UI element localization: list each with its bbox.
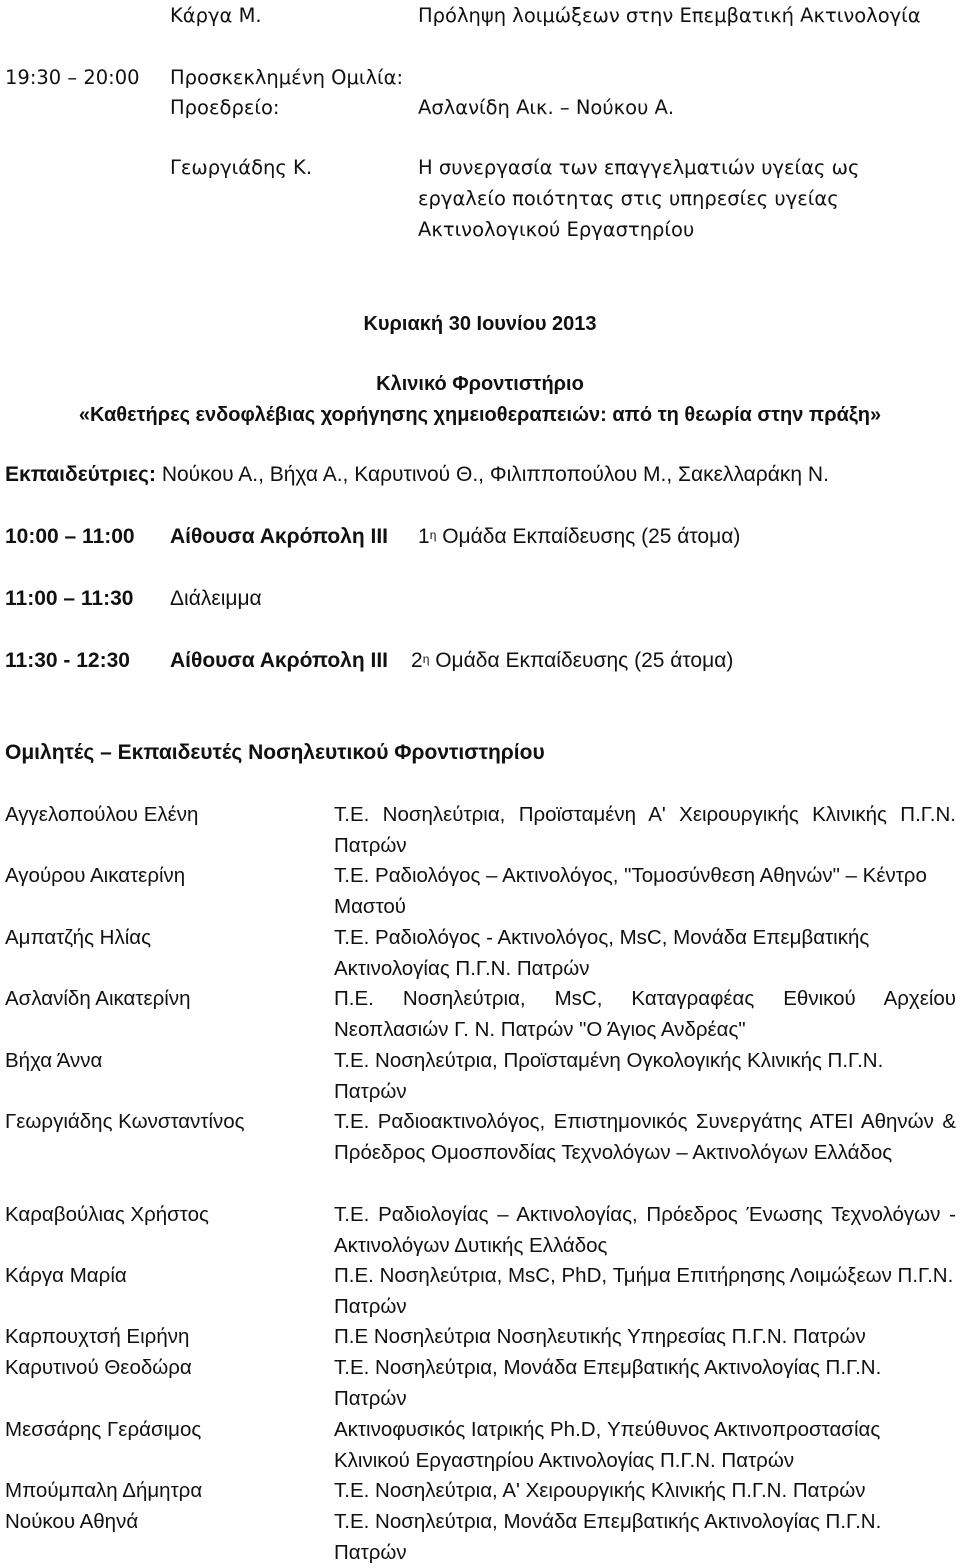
chairs: Ασλανίδη Αικ. – Νούκου Α. <box>418 96 675 119</box>
speaker-role: Τ.Ε. Ραδιολόγος – Ακτινολόγος, "Τομοσύνθεση Αθηνών" – Κέντρο Μαστού <box>334 864 927 918</box>
schedule-group <box>418 523 740 551</box>
group-number: 2 <box>411 649 423 672</box>
group-number: 1 <box>418 525 430 548</box>
speaker-name: Μεσσάρης Γεράσιμος <box>5 1418 202 1441</box>
schedule-group <box>411 647 733 675</box>
speaker-role: Τ.Ε. Ραδιοακτινολόγος, Επιστημονικός Συνεργάτης ΑΤΕΙ Αθηνών & Πρόεδρος Ομοσπονδίας Τεχνολόγων – Ακτινολόγων Ελλάδος <box>334 1110 956 1164</box>
speaker-role: Τ.Ε. Νοσηλεύτρια, Μονάδα Επεμβατικής Ακτινολογίας Π.Γ.Ν. Πατρών <box>334 1510 882 1564</box>
trainers-label: Εκπαιδεύτριες: <box>5 463 156 486</box>
speaker-name: Ασλανίδη Αικατερίνη <box>5 987 191 1010</box>
course-name: Κλινικό Φροντιστήριο <box>376 373 584 395</box>
speaker-name: Αγγελοπούλου Ελένη <box>5 803 199 826</box>
speaker-name: Καραβούλιας Χρήστος <box>5 1203 209 1226</box>
invited-title-line: Η συνεργασία των επαγγελματιών υγείας ως <box>418 156 860 179</box>
schedule-time: 11:00 – 11:30 <box>5 587 134 610</box>
speaker-name: Καρυτινού Θεοδώρα <box>5 1356 192 1379</box>
chair-label: Προεδρείο: <box>170 96 280 119</box>
course-title: «Καθετήρες ενδοφλέβιας χορήγησης χημειοθεραπειών: από τη θεωρία στην πράξη» <box>78 404 882 426</box>
speaker-role: Τ.Ε. Ραδιολόγος - Ακτινολόγος, MsC, Μονάδα Επεμβατικής Ακτινολογίας Π.Γ.Ν. Πατρών <box>334 926 870 980</box>
speaker-name: Αγούρου Αικατερίνη <box>5 864 186 887</box>
talk-title: Πρόληψη λοιμώξεων στην Επεμβατική Ακτινολογία <box>418 4 921 27</box>
speaker-name: Βήχα Άννα <box>5 1049 103 1072</box>
speaker-role: Π.Ε. Νοσηλεύτρια, MsC, PhD, Τμήμα Επιτήρησης Λοιμώξεων Π.Γ.Ν. Πατρών <box>334 1264 954 1318</box>
trainers-line <box>5 461 829 489</box>
speaker-name: Γεωργιάδης Κωνσταντίνος <box>5 1110 245 1133</box>
speaker-role: Τ.Ε. Νοσηλεύτρια, Προϊσταμένη Α' Χειρουργικής Κλινικής Π.Γ.Ν. Πατρών <box>334 803 956 857</box>
speaker-role: Τ.Ε. Νοσηλεύτρια, Προϊσταμένη Ογκολογικής Κλινικής Π.Γ.Ν. Πατρών <box>334 1049 884 1103</box>
speaker-name: Κάργα Μαρία <box>5 1264 127 1287</box>
time-slot: 19:30 – 20:00 <box>5 66 140 89</box>
speakers-heading: Ομιλητές – Εκπαιδευτές Νοσηλευτικού Φροντιστηρίου <box>5 741 545 764</box>
group-label: Ομάδα Εκπαίδευσης (25 άτομα) <box>442 525 741 548</box>
invited-label: Προσκεκλημένη Ομιλία: <box>170 66 404 89</box>
group-label: Ομάδα Εκπαίδευσης (25 άτομα) <box>435 649 734 672</box>
schedule-time: 10:00 – 11:00 <box>5 525 135 548</box>
speaker-role: Π.Ε Νοσηλεύτρια Νοσηλευτικής Υπηρεσίας Π.Γ.Ν. Πατρών <box>334 1325 866 1348</box>
speaker-role: Τ.Ε. Νοσηλεύτρια, Μονάδα Επεμβατικής Ακτινολογίας Π.Γ.Ν. Πατρών <box>334 1356 882 1410</box>
speaker-role: Τ.Ε. Νοσηλεύτρια, Α' Χειρουργικής Κλινικής Π.Γ.Ν. Πατρών <box>334 1479 866 1502</box>
schedule-time: 11:30 - 12:30 <box>5 649 130 672</box>
trainers-names: Νούκου Α., Βήχα Α., Καρυτινού Θ., Φιλιπποπούλου Μ., Σακελλαράκη Ν. <box>161 463 829 486</box>
invited-title-line: Ακτινολογικού Εργαστηρίου <box>418 218 695 241</box>
speaker-name: Κάργα Μ. <box>170 4 262 27</box>
speaker-role: Ακτινοφυσικός Ιατρικής Ph.D, Υπεύθυνος Ακτινοπροστασίας Κλινικού Εργαστηρίου Ακτινολογίας Π.Γ.Ν. Πατρών <box>334 1418 881 1472</box>
break-label: Διάλειμμα <box>170 587 262 610</box>
schedule-room: Αίθουσα Ακρόπολη ΙΙΙ <box>170 649 389 672</box>
speaker-name: Νούκου Αθηνά <box>5 1510 139 1533</box>
speaker-name: Καρπουχτσή Ειρήνη <box>5 1325 190 1348</box>
speaker-role: Τ.Ε. Ραδιολογίας – Ακτινολογίας, Πρόεδρος Ένωσης Τεχνολόγων - Ακτινολόγων Δυτικής Ελλάδος <box>334 1203 956 1257</box>
group-ordinal: η <box>422 652 430 666</box>
invited-title-line: εργαλείο ποιότητας στις υπηρεσίες υγείας <box>418 187 839 210</box>
schedule-room: Αίθουσα Ακρόπολη ΙΙΙ <box>170 525 389 548</box>
speaker-name: Αμπατζής Ηλίας <box>5 926 151 949</box>
speaker-name: Μπούμπαλη Δήμητρα <box>5 1479 203 1502</box>
speaker-role: Π.Ε. Νοσηλεύτρια, MsC, Καταγραφέας Εθνικού Αρχείου Νεοπλασιών Γ. Ν. Πατρών "Ο Άγιος Ανδρέας" <box>334 987 956 1041</box>
group-ordinal: η <box>429 528 437 542</box>
invited-speaker: Γεωργιάδης Κ. <box>170 156 313 179</box>
day-date: Κυριακή 30 Ιουνίου 2013 <box>363 313 597 335</box>
